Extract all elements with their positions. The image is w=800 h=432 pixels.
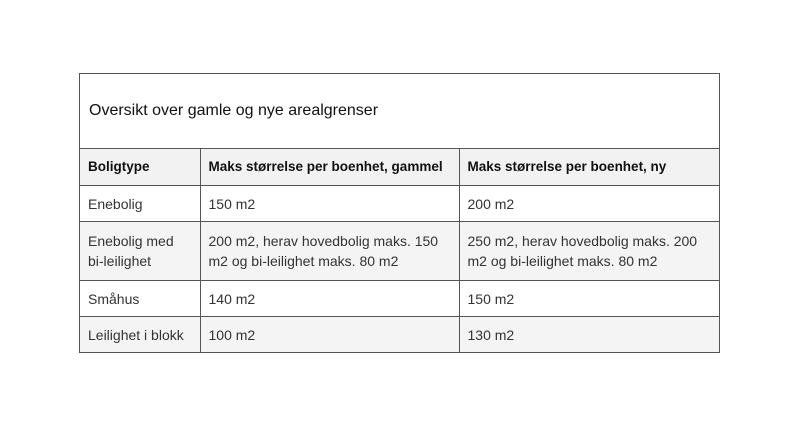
cell-max-size-new: 250 m2, herav hovedbolig maks. 200 m2 og bi-leilighet maks. 80 m2 xyxy=(459,222,719,281)
cell-max-size-new: 130 m2 xyxy=(459,317,719,353)
cell-max-size-old: 100 m2 xyxy=(200,317,459,353)
header-max-size-old: Maks størrelse per boenhet, gammel xyxy=(200,149,459,186)
table-row xyxy=(80,222,719,281)
data-table xyxy=(80,149,719,352)
cell-housing-type: Småhus xyxy=(80,281,200,317)
header-row xyxy=(80,149,719,186)
cell-max-size-new: 200 m2 xyxy=(459,186,719,222)
cell-max-size-new: 150 m2 xyxy=(459,281,719,317)
header-housing-type: Boligtype xyxy=(80,149,200,186)
cell-housing-type: Enebolig med bi-leilighet xyxy=(80,222,200,281)
table-row xyxy=(80,186,719,222)
area-limits-table xyxy=(79,73,720,353)
cell-housing-type: Enebolig xyxy=(80,186,200,222)
table-row xyxy=(80,317,719,353)
cell-max-size-old: 200 m2, herav hovedbolig maks. 150 m2 og bi-leilighet maks. 80 m2 xyxy=(200,222,459,281)
header-max-size-new: Maks størrelse per boenhet, ny xyxy=(459,149,719,186)
cell-max-size-old: 140 m2 xyxy=(200,281,459,317)
cell-max-size-old: 150 m2 xyxy=(200,186,459,222)
cell-housing-type: Leilighet i blokk xyxy=(80,317,200,353)
table-row xyxy=(80,281,719,317)
table-caption: Oversikt over gamle og nye arealgrenser xyxy=(80,74,719,149)
